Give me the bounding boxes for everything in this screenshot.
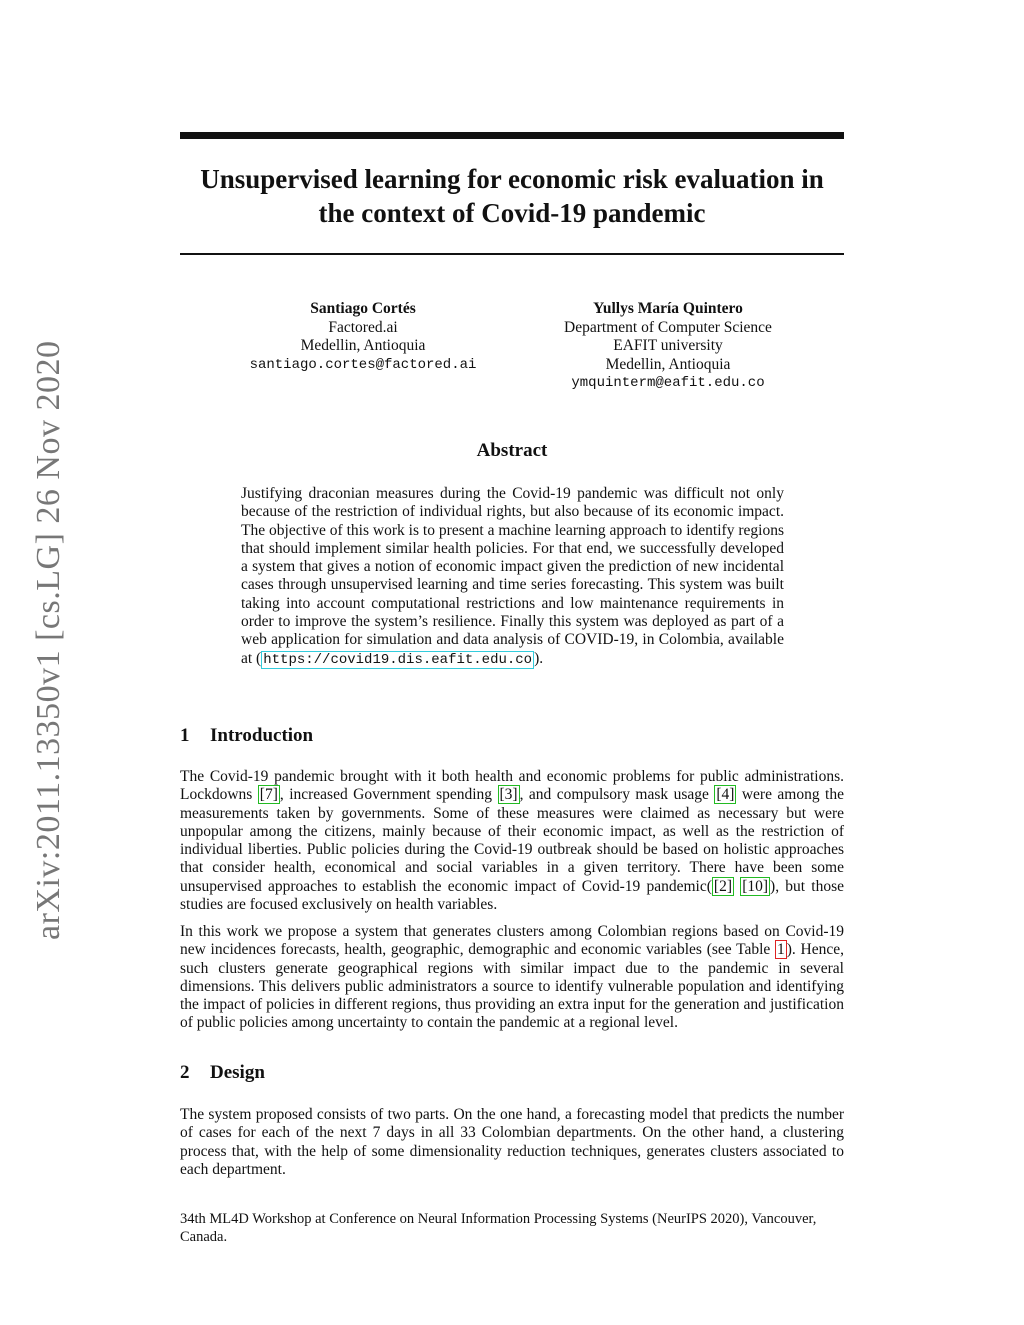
- section-title: Design: [210, 1062, 265, 1083]
- abstract-end: ).: [534, 649, 544, 667]
- text-run: ). Hence, such clusters generate geographical regions with similar impact due to the pandemic in several dimensions. This delivers public administrators a source to identify vulnerable population and identifying the impact of policies in different regions, thus providing an extra input for the generation and justification of public policies among uncertainty to contain the pandemic at a regional level.: [180, 941, 844, 1032]
- text-run: The Covid-19 pandemic brought with it both health and economic problems for public administrations. Lockdowns: [180, 768, 844, 804]
- intro-paragraph-2: [180, 923, 844, 1033]
- citation-link[interactable]: [7]: [259, 786, 278, 804]
- citation-link[interactable]: [3]: [499, 786, 518, 804]
- abstract-text: [241, 485, 784, 669]
- paper-title: [180, 162, 844, 230]
- venue-footnote: 34th ML4D Workshop at Conference on Neural Information Processing Systems (NeurIPS 2020), Vancouver, Canada.: [180, 1211, 817, 1245]
- author-location: Medellin, Antioquia: [605, 355, 731, 373]
- author-email[interactable]: santiago.cortes@factored.ai: [249, 356, 477, 373]
- author-block-1: [222, 300, 504, 374]
- title-line-1: Unsupervised learning for economic risk evaluation in: [200, 164, 824, 194]
- author-email[interactable]: ymquinterm@eafit.edu.co: [571, 375, 765, 391]
- title-bottom-rule: [180, 253, 844, 255]
- intro-paragraph-1: [180, 768, 844, 914]
- author-location: Medellin, Antioquia: [300, 337, 426, 354]
- citation-link[interactable]: [4]: [716, 786, 735, 804]
- text-run: ), but those studies are focused exclusively on health variables.: [180, 877, 845, 914]
- author-department: Department of Computer Science: [564, 318, 772, 336]
- arxiv-identifier: arXiv:2011.13350v1 [cs.LG] 26 Nov 2020: [30, 340, 67, 940]
- abstract-body: Justifying draconian measures during the Covid-19 pandemic was difficult not only because of the restriction of individual rights, but also because of its economic impact. The objective of this work is to present a machine learning approach to identify regions that should implement similar health policies. For that end, we successfully developed a system that gives a notion of economic impact given the prediction of new incidental cases through unsupervised learning and time series forecasting. This system was built taking into account computational restrictions and low maintenance requirements in order to improve the system’s resilience. Finally this system was deployed as part of a web application for simulation and data analysis of COVID-19, in Colombia, available at (: [241, 485, 784, 667]
- citation-link[interactable]: [10]: [742, 877, 769, 895]
- section-heading-introduction: [180, 725, 844, 747]
- text-run: , increased Government spending: [279, 786, 498, 804]
- section-number: 2: [180, 1062, 190, 1083]
- section-number: 1: [180, 725, 190, 746]
- author-affiliation: EAFIT university: [613, 337, 723, 354]
- design-paragraph-1: The system proposed consists of two parts. On the one hand, a forecasting model that predicts the number of cases for each of the next 7 days in all 33 Colombian departments. On the other hand, a clustering process that, with the help of some dimensionality reduction techniques, generates clusters associated to each department.: [180, 1106, 844, 1178]
- author-name: Santiago Cortés: [310, 300, 416, 317]
- text-run: In this work we propose a system that generates clusters among Colombian regions based on Covid-19 new incidences forecasts, health, geographic, demographic and economic variables (see Table: [180, 923, 844, 959]
- title-top-rule: [180, 132, 844, 139]
- author-name: Yullys María Quintero: [593, 300, 743, 317]
- section-title: Introduction: [210, 725, 314, 746]
- citation-link[interactable]: [2]: [713, 877, 732, 895]
- text-run: were among the measurements taken by governments. Some of these measures were claimed as necessary but were unpopular among the citizens, mainly because of their economic impact, as well as the restriction of individual liberties. Public policies during the Covid-19 outbreak should be based on holistic approaches that consider health, economical and social variables in a given territory. There have been some unsupervised approaches to establish the economic impact of Covid-19 pandemic(: [180, 786, 844, 895]
- author-block-2: [528, 300, 808, 393]
- section-heading-design: [180, 1062, 844, 1084]
- abstract-heading: Abstract: [476, 440, 548, 461]
- author-affiliation: Factored.ai: [328, 318, 398, 336]
- text-run: , and compulsory mask usage: [519, 786, 715, 804]
- title-line-2: the context of Covid-19 pandemic: [318, 198, 706, 228]
- table-reference-link[interactable]: 1: [777, 941, 785, 959]
- abstract-url-link[interactable]: https://covid19.dis.eafit.edu.co: [263, 651, 533, 668]
